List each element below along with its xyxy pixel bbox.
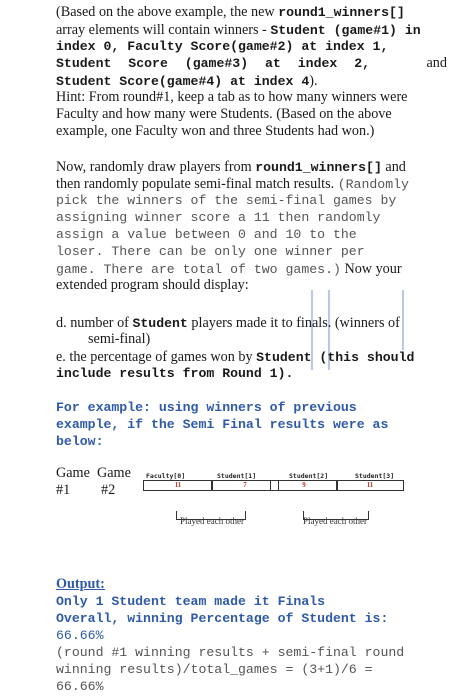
slot-score-0: 11 (143, 480, 213, 491)
output-line1: Only 1 Student team made it Finals (56, 594, 326, 609)
text: Now your (340, 261, 402, 277)
text: and (426, 55, 447, 71)
text: Now, randomly draw players from (56, 159, 256, 175)
output-line2: Overall, winning Percentage of Student is: (56, 611, 389, 626)
game1-label (56, 465, 90, 499)
text: and (381, 159, 406, 175)
code-term: round1_winners[] (278, 5, 405, 20)
output-line4: (round #1 winning results + semi-final round (56, 645, 405, 660)
caption-left: Played each other (180, 516, 244, 526)
guide-line (402, 290, 404, 350)
text: d. number of (56, 315, 133, 331)
slot-score-1: 7 (211, 480, 279, 491)
para2-line4: assigning winner score a 11 then randomly (56, 210, 381, 225)
text: array elements will contain winners - (56, 22, 271, 38)
example-line1: For example: using winners of previous (56, 400, 357, 415)
para2-line6: loser. There can be only one winner per (56, 244, 365, 259)
output-line5: winning results)/total_games = (3+1)/6 = (56, 662, 373, 677)
code-term: Student (game#1) in (270, 23, 421, 38)
slot-score-3: 11 (336, 480, 404, 491)
para2-line8: extended program should display: (56, 277, 249, 293)
slot-score-2: 9 (270, 480, 338, 491)
code-text: game. There are total of two games.) (56, 262, 341, 277)
para2-line3: pick the winners of the semi-final games by (56, 193, 397, 208)
code-term: Student Score (game#3) at index 2, (56, 56, 371, 71)
text: Game (97, 465, 131, 481)
text: ). (309, 73, 318, 89)
example-line2: example, if the Semi Final results were as (56, 417, 389, 432)
slot-label-1: Student[1] (217, 472, 257, 480)
slot-label-0: Faculty[0] (146, 472, 186, 480)
item-e-line2: include results from Round 1). (56, 366, 294, 381)
item-d-line2: semi-final) (88, 331, 151, 347)
caption-right: Played each other (303, 516, 367, 526)
slot-label-3: Student[3] (355, 472, 395, 480)
output-heading: Output: (56, 576, 105, 592)
game2-label (97, 465, 131, 499)
para1-line1 (56, 4, 405, 21)
text: e. the percentage of games won by (56, 349, 257, 365)
para1-line3: index 0, Faculty Score(game#2) at index 1, (56, 39, 389, 54)
output-line3: 66.66% (56, 628, 104, 643)
text: #1 (56, 482, 71, 498)
item-d-line1 (56, 314, 400, 332)
code-term: Student (132, 316, 188, 331)
para1-line5 (56, 72, 318, 90)
para1-line4 (56, 55, 447, 72)
code-term: round1_winners[] (255, 160, 382, 175)
slot-label-2: Student[2] (289, 472, 329, 480)
code-term: Student (this should (256, 350, 415, 365)
para1-line7: Faculty and how many were Students. (Based on the above (56, 106, 392, 122)
item-e-line1 (56, 348, 414, 366)
example-line3: below: (56, 434, 104, 449)
para1-line6: Hint: From round#1, keep a tab as to how many winners were (56, 89, 408, 105)
text: #2 (101, 482, 116, 498)
output-line6: 66.66% (56, 679, 104, 694)
para2-line2 (56, 175, 409, 193)
para1-line8: example, one Faculty won and three Students had won.) (56, 123, 375, 139)
code-text: (Randomly (337, 177, 409, 192)
text: (Based on the above example, the new (56, 4, 279, 20)
para1-line2 (56, 21, 421, 39)
text: Game (56, 465, 90, 481)
para2-line7 (56, 260, 402, 278)
code-term: Student Score(game#4) at index 4 (56, 74, 310, 89)
para2-line5: assign a value between 0 and 10 to the (56, 227, 357, 242)
para2-line1 (56, 158, 406, 176)
text: then randomly populate semi-final match results. (56, 176, 338, 192)
text: players made it to finals. (winners of (187, 315, 400, 331)
